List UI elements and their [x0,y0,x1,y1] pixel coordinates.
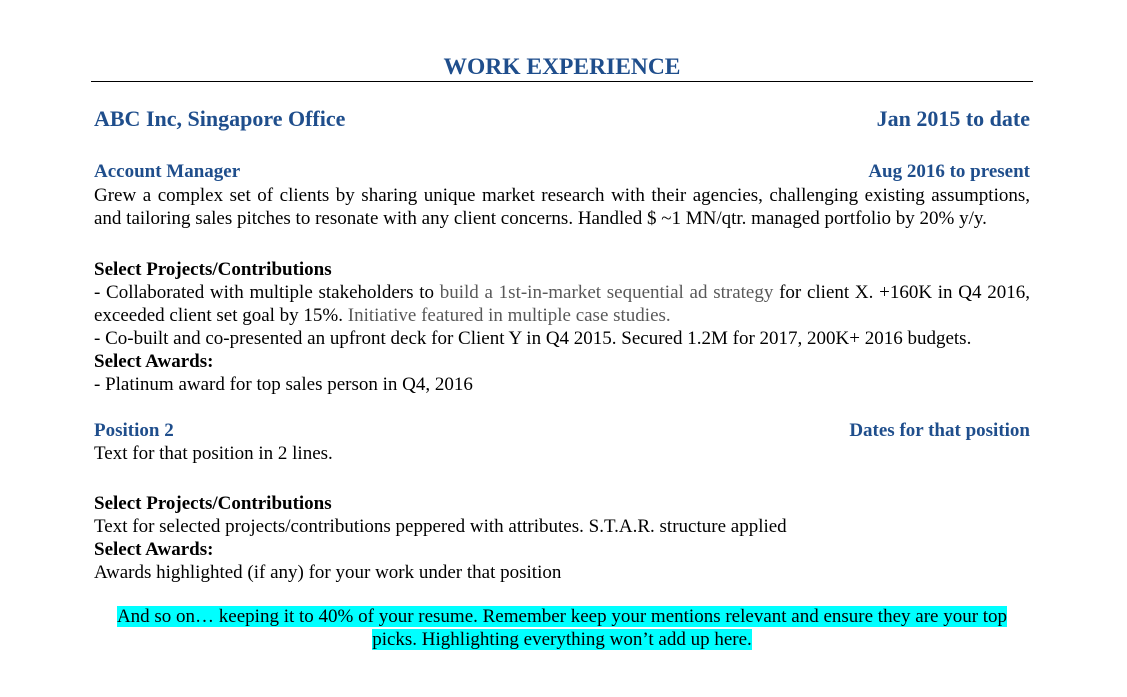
position2-awards-heading: Select Awards: [94,539,214,560]
position1-awards-heading: Select Awards: [94,351,214,372]
project1-highlight-2: Initiative featured in multiple case studies. [347,305,671,326]
position2-dates: Dates for that position [849,420,1030,441]
company-dates: Jan 2015 to date [876,106,1030,131]
section-divider [91,81,1033,82]
position2-title: Position 2 [94,420,174,441]
project1-highlight: build a 1st-in-market sequential ad strategy [439,282,774,303]
footer-note-text: And so on… keeping it to 40% of your resume. Remember keep your mentions relevant and ensure they are your top picks. Highlighting everything won’t add up here. [116,606,1008,650]
position1-projects-heading: Select Projects/Contributions [94,259,332,280]
company-name: ABC Inc, Singapore Office [94,106,346,131]
position1-project2: - Co-built and co-presented an upfront deck for Client Y in Q4 2015. Secured 1.2M for 2017, 200K+ 2016 budgets. [94,328,972,349]
position1-description: Grew a complex set of clients by sharing unique market research with their agencies, challenging existing assumptions, and tailoring sales pitches to resonate with any client concerns. Handled $ ~1 MN/qtr. managed portfolio by 20% y/y. [94,185,1030,229]
footer-note [100,605,1024,651]
position2-projects-heading: Select Projects/Contributions [94,493,332,514]
position1-award1: - Platinum award for top sales person in Q4, 2016 [94,374,473,395]
position2-description: Text for that position in 2 lines. [94,443,333,464]
project1-text-b: for client X. +160K in Q4 2016, exceeded client set goal by 15%. [94,282,1030,326]
position1-dates: Aug 2016 to present [868,161,1030,182]
position2-header [94,419,1030,442]
position2-projects-text: Text for selected projects/contributions peppered with attributes. S.T.A.R. structure applied [94,516,787,537]
position1-project1 [94,281,1030,327]
position1-header [94,160,1030,183]
project1-text-a: - Collaborated with multiple stakeholders to [94,282,440,303]
section-title: WORK EXPERIENCE [443,54,681,80]
company-header [94,105,1030,133]
position1-title: Account Manager [94,161,241,182]
position2-awards-text: Awards highlighted (if any) for your work under that position [94,562,562,583]
